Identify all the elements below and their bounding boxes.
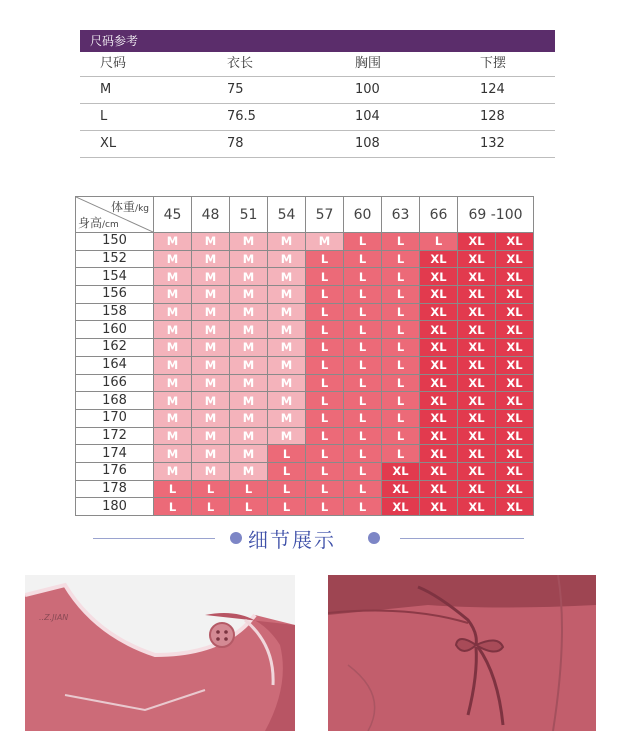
weight-header: 45 xyxy=(154,197,192,233)
chest-cell: 108 xyxy=(355,136,380,151)
size-cell: L xyxy=(382,250,420,268)
header-size: 尺码 xyxy=(100,56,127,71)
hem-cell: 124 xyxy=(480,82,505,97)
table-row xyxy=(76,374,534,392)
size-cell: L xyxy=(306,392,344,410)
size-cell: M xyxy=(192,409,230,427)
size-cell: M xyxy=(192,321,230,339)
size-cell: XL xyxy=(420,356,458,374)
size-cell: M xyxy=(230,427,268,445)
size-cell: L xyxy=(154,498,192,516)
height-cell: 180 xyxy=(76,498,154,516)
table-row xyxy=(76,286,534,304)
size-cell: L xyxy=(382,339,420,357)
size-cell: M xyxy=(154,409,192,427)
size-cell: L xyxy=(344,233,382,251)
size-cell: M xyxy=(154,427,192,445)
size-cell: XL xyxy=(458,233,496,251)
size-cell: L xyxy=(420,233,458,251)
size-cell: L xyxy=(268,462,306,480)
size-cell: L xyxy=(230,480,268,498)
size-cell: XL xyxy=(420,480,458,498)
size-cell: L xyxy=(344,480,382,498)
size-cell: M xyxy=(268,339,306,357)
size-cell: XL xyxy=(420,427,458,445)
size-cell: M xyxy=(154,268,192,286)
weight-header: 63 xyxy=(382,197,420,233)
height-cell: 154 xyxy=(76,268,154,286)
size-cell: L xyxy=(344,445,382,463)
size-cell: XL xyxy=(458,339,496,357)
table-row xyxy=(76,321,534,339)
size-cell: L xyxy=(306,286,344,304)
size-cell: L xyxy=(344,286,382,304)
size-cell: M xyxy=(154,356,192,374)
size-reference-table xyxy=(80,52,555,158)
table-row xyxy=(76,392,534,410)
size-cell: M xyxy=(230,321,268,339)
size-cell: M xyxy=(192,356,230,374)
size-cell: M xyxy=(192,427,230,445)
size-reference-header-row xyxy=(80,52,555,77)
size-cell: M xyxy=(306,233,344,251)
header-hem: 下摆 xyxy=(480,56,507,71)
size-cell: L xyxy=(344,374,382,392)
height-cell: 168 xyxy=(76,392,154,410)
table-row xyxy=(76,339,534,357)
size-cell: L xyxy=(382,233,420,251)
length-cell: 75 xyxy=(227,82,244,97)
size-cell: XL xyxy=(496,498,534,516)
size-cell: XL xyxy=(420,445,458,463)
size-cell: XL xyxy=(458,374,496,392)
table-row xyxy=(80,131,555,158)
size-cell: XL xyxy=(496,339,534,357)
size-cell: L xyxy=(382,445,420,463)
size-cell: XL xyxy=(100,136,117,151)
size-cell: L xyxy=(230,498,268,516)
size-cell: XL xyxy=(496,374,534,392)
size-cell: M xyxy=(268,268,306,286)
height-cell: 160 xyxy=(76,321,154,339)
size-cell: XL xyxy=(458,392,496,410)
size-cell: L xyxy=(306,303,344,321)
size-cell: XL xyxy=(496,409,534,427)
size-cell: XL xyxy=(496,250,534,268)
size-reference-title-bar xyxy=(80,30,555,52)
size-cell: M xyxy=(192,286,230,304)
size-cell: XL xyxy=(458,427,496,445)
brand-label: ..Z.JIAN xyxy=(39,613,69,622)
table-row xyxy=(80,77,555,104)
size-cell: L xyxy=(344,462,382,480)
size-cell: L xyxy=(306,462,344,480)
size-cell: L xyxy=(306,427,344,445)
size-cell: M xyxy=(230,233,268,251)
size-cell: L xyxy=(344,321,382,339)
height-cell: 162 xyxy=(76,339,154,357)
size-cell: L xyxy=(306,498,344,516)
height-cell: 176 xyxy=(76,462,154,480)
size-cell: M xyxy=(230,356,268,374)
height-cell: 178 xyxy=(76,480,154,498)
size-cell: XL xyxy=(420,374,458,392)
size-cell: XL xyxy=(382,498,420,516)
grid-corner-cell xyxy=(76,197,154,233)
size-cell: L xyxy=(344,356,382,374)
weight-header: 48 xyxy=(192,197,230,233)
height-cell: 166 xyxy=(76,374,154,392)
size-cell: L xyxy=(268,445,306,463)
hem-cell: 132 xyxy=(480,136,505,151)
size-cell: L xyxy=(306,321,344,339)
size-cell: L xyxy=(382,392,420,410)
size-cell: XL xyxy=(420,303,458,321)
size-cell: L xyxy=(344,409,382,427)
size-cell: M xyxy=(192,303,230,321)
size-cell: M xyxy=(154,392,192,410)
dot-icon xyxy=(368,532,380,544)
weight-header: 60 xyxy=(344,197,382,233)
size-cell: XL xyxy=(458,321,496,339)
height-axis-unit: /cm xyxy=(102,220,119,230)
size-cell: L xyxy=(382,286,420,304)
chest-cell: 104 xyxy=(355,109,380,124)
size-cell: M xyxy=(268,233,306,251)
size-cell: XL xyxy=(496,445,534,463)
size-cell: M xyxy=(230,374,268,392)
table-row xyxy=(76,498,534,516)
size-cell: M xyxy=(192,462,230,480)
table-row xyxy=(76,409,534,427)
length-cell: 78 xyxy=(227,136,244,151)
size-cell: XL xyxy=(458,250,496,268)
size-cell: XL xyxy=(382,462,420,480)
size-cell: L xyxy=(306,339,344,357)
size-cell: M xyxy=(268,427,306,445)
size-cell: XL xyxy=(420,462,458,480)
size-cell: M xyxy=(230,286,268,304)
size-cell: L xyxy=(344,339,382,357)
size-cell: M xyxy=(230,445,268,463)
size-cell: M xyxy=(192,250,230,268)
size-cell: L xyxy=(154,480,192,498)
waist-tie-photo xyxy=(328,575,596,731)
size-cell: M xyxy=(192,392,230,410)
weight-axis-label xyxy=(111,198,149,215)
table-row xyxy=(76,445,534,463)
weight-header: 69 -100 xyxy=(458,197,534,233)
size-cell: L xyxy=(306,445,344,463)
size-cell: M xyxy=(268,250,306,268)
size-cell: M xyxy=(268,409,306,427)
header-chest: 胸围 xyxy=(355,56,382,71)
size-cell: L xyxy=(344,303,382,321)
size-cell: XL xyxy=(458,356,496,374)
size-cell: L xyxy=(192,498,230,516)
size-cell: XL xyxy=(496,392,534,410)
size-cell: M xyxy=(268,286,306,304)
size-cell: L xyxy=(268,480,306,498)
size-cell: M xyxy=(154,321,192,339)
height-cell: 164 xyxy=(76,356,154,374)
detail-title: 细节展示 xyxy=(248,528,336,552)
size-cell: XL xyxy=(382,480,420,498)
size-cell: XL xyxy=(420,321,458,339)
height-axis-label xyxy=(78,214,119,231)
size-cell: M xyxy=(192,339,230,357)
size-cell: M xyxy=(154,374,192,392)
size-cell: M xyxy=(268,374,306,392)
size-cell: L xyxy=(344,498,382,516)
hem-cell: 128 xyxy=(480,109,505,124)
size-cell: M xyxy=(230,303,268,321)
size-cell: L xyxy=(382,356,420,374)
size-cell: L xyxy=(306,374,344,392)
height-cell: 152 xyxy=(76,250,154,268)
table-row xyxy=(76,427,534,445)
weight-axis-text: 体重 xyxy=(111,200,136,214)
height-cell: 156 xyxy=(76,286,154,304)
size-cell: M xyxy=(268,392,306,410)
chest-cell: 100 xyxy=(355,82,380,97)
size-cell: M xyxy=(230,268,268,286)
size-cell: M xyxy=(230,392,268,410)
size-cell: M xyxy=(230,409,268,427)
size-cell: L xyxy=(192,480,230,498)
header-length: 衣长 xyxy=(227,56,254,71)
size-cell: M xyxy=(230,250,268,268)
size-cell: XL xyxy=(420,339,458,357)
size-cell: M xyxy=(192,233,230,251)
table-row xyxy=(76,250,534,268)
weight-header: 66 xyxy=(420,197,458,233)
size-cell: L xyxy=(382,409,420,427)
table-row xyxy=(76,268,534,286)
size-cell: L xyxy=(268,498,306,516)
table-row xyxy=(76,233,534,251)
size-cell: M xyxy=(154,445,192,463)
size-cell: XL xyxy=(420,392,458,410)
size-cell: L xyxy=(306,409,344,427)
size-cell: M xyxy=(268,356,306,374)
size-cell: L xyxy=(306,480,344,498)
size-cell: M xyxy=(100,82,112,97)
size-cell: M xyxy=(192,268,230,286)
size-cell: M xyxy=(154,462,192,480)
weight-header: 57 xyxy=(306,197,344,233)
height-cell: 150 xyxy=(76,233,154,251)
length-cell: 76.5 xyxy=(227,109,256,124)
size-cell: XL xyxy=(420,268,458,286)
table-row xyxy=(76,480,534,498)
size-cell: L xyxy=(382,374,420,392)
size-cell: XL xyxy=(496,480,534,498)
height-cell: 172 xyxy=(76,427,154,445)
size-cell: M xyxy=(154,233,192,251)
table-row xyxy=(76,303,534,321)
size-cell: XL xyxy=(420,409,458,427)
size-cell: XL xyxy=(496,268,534,286)
size-cell: XL xyxy=(458,462,496,480)
size-cell: XL xyxy=(496,321,534,339)
weight-header: 51 xyxy=(230,197,268,233)
size-cell: XL xyxy=(496,462,534,480)
size-cell: L xyxy=(382,427,420,445)
size-cell: XL xyxy=(496,233,534,251)
neckline-button-photo xyxy=(25,575,295,731)
size-cell: XL xyxy=(496,286,534,304)
size-cell: L xyxy=(344,392,382,410)
weight-axis-unit: /kg xyxy=(135,204,149,214)
size-cell: XL xyxy=(496,427,534,445)
size-cell: XL xyxy=(458,409,496,427)
divider-line-right xyxy=(400,538,524,539)
size-cell: M xyxy=(192,445,230,463)
size-cell: XL xyxy=(458,445,496,463)
size-cell: XL xyxy=(458,268,496,286)
size-cell: M xyxy=(192,374,230,392)
size-cell: M xyxy=(154,339,192,357)
size-cell: L xyxy=(306,268,344,286)
dot-icon xyxy=(230,532,242,544)
size-cell: L xyxy=(306,356,344,374)
size-cell: M xyxy=(268,303,306,321)
height-axis-text: 身高 xyxy=(78,216,103,230)
size-cell: L xyxy=(382,268,420,286)
size-cell: L xyxy=(344,427,382,445)
size-cell: XL xyxy=(496,356,534,374)
size-cell: L xyxy=(382,303,420,321)
size-cell: L xyxy=(344,250,382,268)
height-cell: 170 xyxy=(76,409,154,427)
height-cell: 158 xyxy=(76,303,154,321)
divider-line-left xyxy=(93,538,215,539)
size-cell: XL xyxy=(458,480,496,498)
size-cell: M xyxy=(230,462,268,480)
size-cell: XL xyxy=(420,498,458,516)
size-cell: M xyxy=(154,250,192,268)
table-row xyxy=(80,104,555,131)
grid-header-row xyxy=(76,197,534,233)
size-cell: L xyxy=(382,321,420,339)
size-cell: M xyxy=(154,303,192,321)
weight-header: 54 xyxy=(268,197,306,233)
size-cell: L xyxy=(100,109,108,124)
size-cell: XL xyxy=(458,303,496,321)
size-reference-title: 尺码参考 xyxy=(90,34,139,48)
table-row xyxy=(76,356,534,374)
size-cell: XL xyxy=(420,250,458,268)
table-row xyxy=(76,462,534,480)
size-cell: M xyxy=(154,286,192,304)
size-cell: XL xyxy=(420,286,458,304)
size-cell: XL xyxy=(496,303,534,321)
size-grid xyxy=(75,196,534,516)
size-cell: L xyxy=(344,268,382,286)
size-cell: L xyxy=(306,250,344,268)
height-cell: 174 xyxy=(76,445,154,463)
size-cell: M xyxy=(230,339,268,357)
size-cell: XL xyxy=(458,498,496,516)
size-cell: M xyxy=(268,321,306,339)
size-cell: XL xyxy=(458,286,496,304)
